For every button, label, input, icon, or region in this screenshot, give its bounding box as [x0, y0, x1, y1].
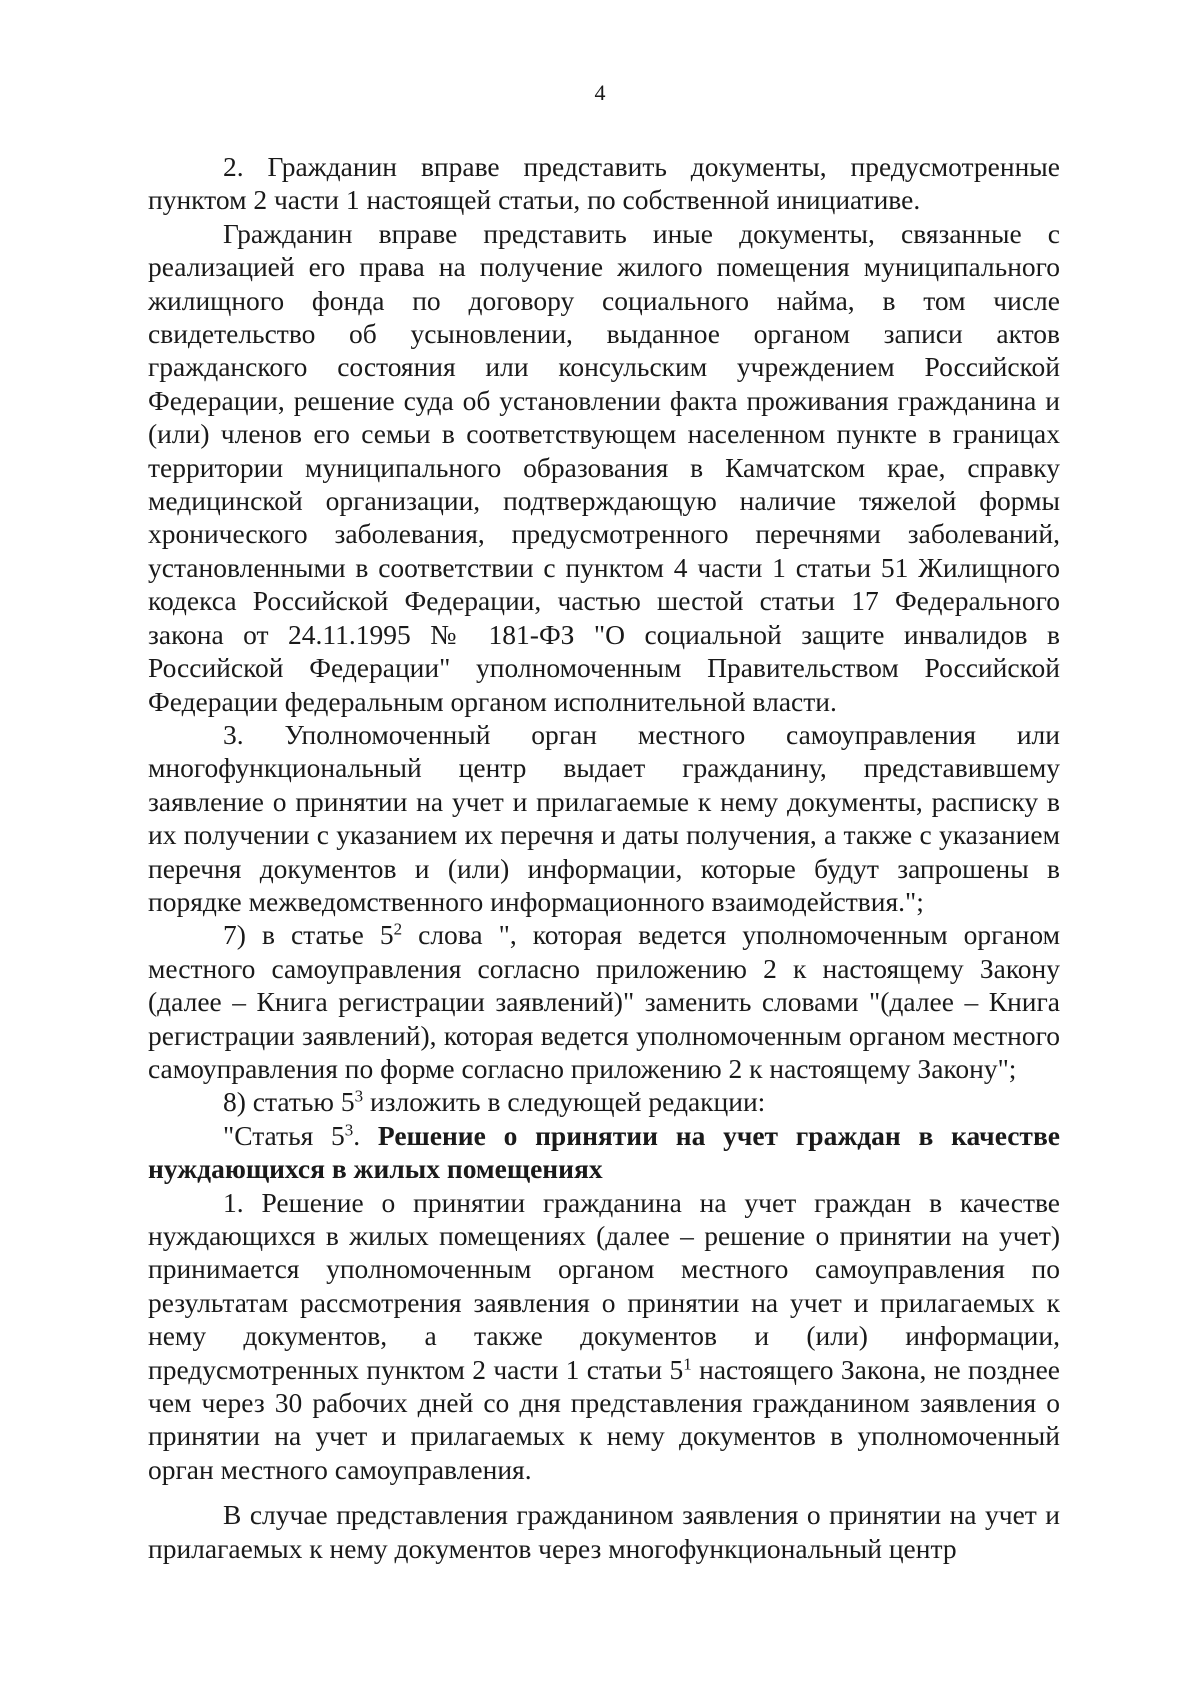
- text-run: 8) статью 5: [223, 1086, 355, 1118]
- paragraph: [148, 150, 1060, 217]
- paragraph: [148, 1498, 1060, 1565]
- paragraph: [148, 1119, 1060, 1186]
- paragraph: [148, 918, 1060, 1085]
- text-run: 7) в статье 5: [223, 919, 394, 951]
- text-run: настоящего Закона, не позднее чем через 30 рабочих дней со дня представления гражданином заявления о принятии на учет и прилагаемых к нему документов в уполномоченный орган местного самоуправления.: [148, 1353, 1060, 1485]
- text-run: 2. Гражданин вправе представить документы, предусмотренные пунктом 2 части 1 настоящей статьи, по собственной инициативе.: [148, 151, 1060, 216]
- page-number: 4: [594, 80, 606, 105]
- superscript: 1: [683, 1354, 692, 1374]
- superscript: 3: [344, 1120, 354, 1140]
- paragraph: [148, 1085, 1060, 1118]
- text-run: слова ", которая ведется уполномоченным органом местного самоуправления согласно приложению 2 к настоящему Закону (далее – Книга регистрации заявлений)" заменить словами "(далее – Книга регистрации заявлений), которая ведется уполномоченным органом местного самоуправления по форме согласно приложению 2 к настоящему Закону";: [148, 919, 1060, 1084]
- superscript: 2: [393, 920, 403, 939]
- text-run: Гражданин вправе представить иные документы, связанные с реализацией его права на получение жилого помещения муниципального жилищного фонда по договору социального найма, в том числе свидетельство об усыновлении, выданное органом записи актов гражданского состояния или консульским учреждением Российской Федерации, решение суда об установлении факта проживания гражданина и (или) членов его семьи в соответствующем населенном пункте в границах территории муниципального образования в Камчатском крае, справку медицинской организации, подтверждающую наличие тяжелой формы хронического заболевания, предусмотренного перечнями заболеваний, установленными в соответствии с пунктом 4 части 1 статьи 51 Жилищного кодекса Российской Федерации, частью шестой статьи 17 Федерального закона от 24.11.1995 № 181-ФЗ "О социальной защите инвалидов в Российской Федерации" уполномоченным Правительством Российской Федерации федеральным органом исполнительной власти.: [148, 217, 1060, 717]
- document-body: [148, 150, 1060, 1565]
- text-run: "Статья 5: [223, 1119, 345, 1151]
- text-run: 1. Решение о принятии гражданина на учет граждан в качестве нуждающихся в жилых помещениях (далее – решение о принятии на учет) принимается уполномоченным органом местного самоуправления по результатам рассмотрения заявления о принятии на учет и прилагаемых к нему документов, а также документов и (или) информации, предусмотренных пунктом 2 части 1 статьи 5: [148, 1186, 1060, 1385]
- text-run: .: [353, 1119, 378, 1151]
- superscript: 3: [354, 1087, 364, 1107]
- paragraph: [148, 718, 1060, 918]
- text-run: 3. Уполномоченный орган местного самоуправления или многофункциональный центр выдает гражданину, представившему заявление о принятии на учет и прилагаемые к нему документы, расписку в их получении с указанием их перечня и даты получения, а также с указанием перечня документов и (или) информации, которые будут запрошены в порядке межведомственного информационного взаимодействия.";: [148, 718, 1060, 917]
- paragraph: [148, 217, 1060, 718]
- article-heading: Решение о принятии на учет граждан в качестве нуждающихся в жилых помещениях: [148, 1119, 1061, 1185]
- paragraph: [148, 1186, 1060, 1487]
- text-run: В случае представления гражданином заявления о принятии на учет и прилагаемых к нему документов через многофункциональный центр: [148, 1499, 1060, 1564]
- text-run: изложить в следующей редакции:: [363, 1086, 766, 1118]
